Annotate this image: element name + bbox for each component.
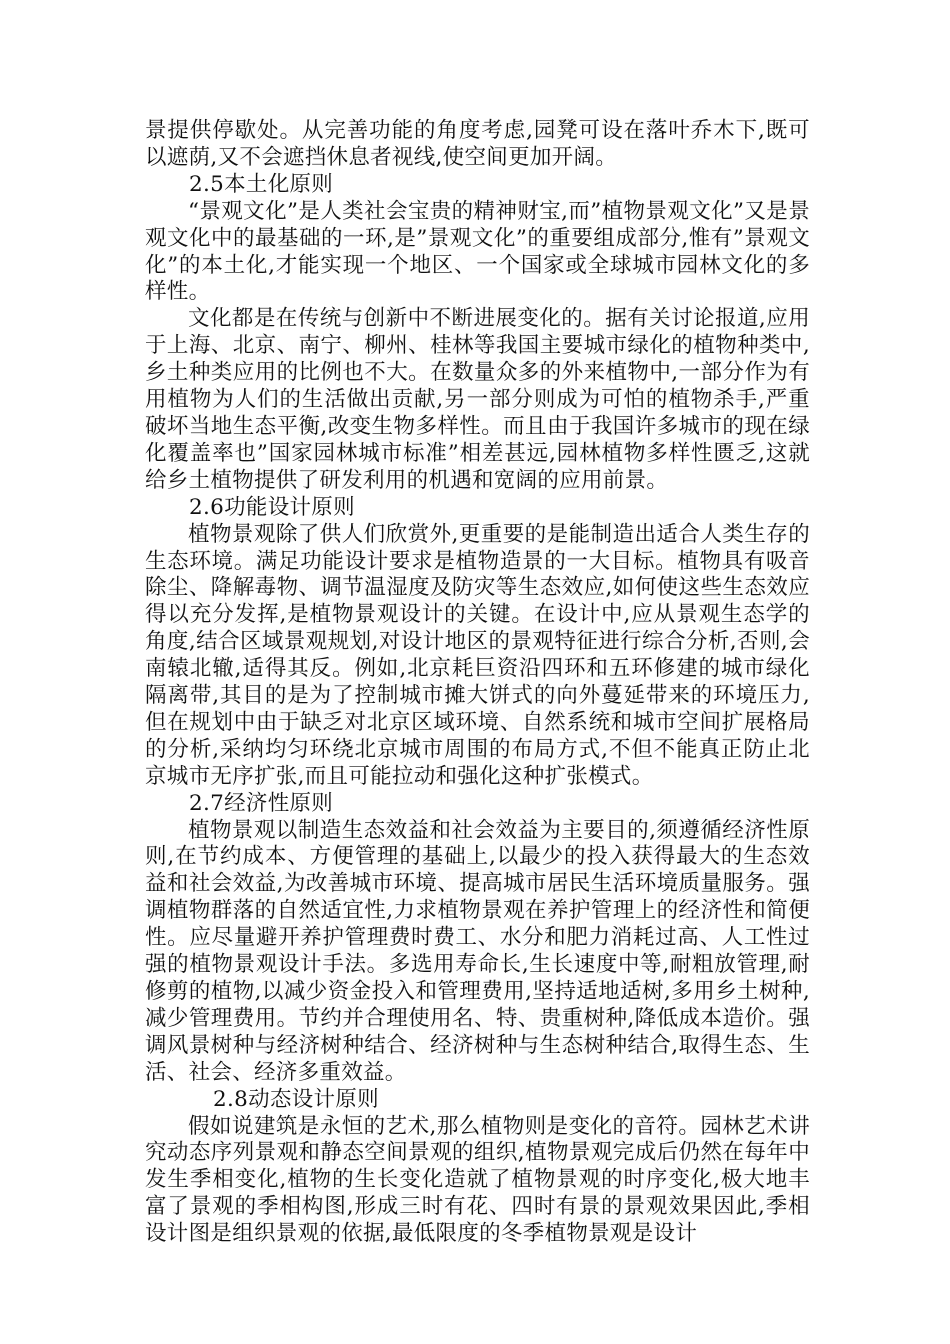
section-heading-2-7: 2.7经济性原则	[189, 790, 334, 816]
paragraph: 植物景观除了供人们欣赏外,更重要的是能制造出适合人类生存的生态环境。满足功能设计要求是植物造景的一大目标。植物具有吸音除尘、降解毒物、调节温湿度及防灾等生态效应,如何使这些生态效应得以充分发挥,是植物景观设计的关键。在设计中,应从景观生态学的角度,结合区域景观规划,对设计地区的景观特征进行综合分析,否则,会南辕北辙,适得其反。例如,北京耗巨资沿四环和五环修建的城市绿化隔离带,其目的是为了控制城市摊大饼式的向外蔓延带来的环境压力,但在规划中由于缺乏对北京区域环境、自然系统和城市空间扩展格局的分析,采纳均匀环绕北京城市周围的布局方式,不但不能真正防止北京城市无序扩张,而且可能拉动和强化这种扩张模式。	[145, 521, 810, 789]
section-heading-2-5: 2.5本土化原则	[189, 171, 334, 197]
paragraph-continued: 景提供停歇处。从完善功能的角度考虑,园凳可设在落叶乔木下,既可以遮荫,又不会遮挡休息者视线,使空间更加开阔。	[145, 118, 810, 170]
paragraph: 文化都是在传统与创新中不断进展变化的。据有关讨论报道,应用于上海、北京、南宁、柳州、桂林等我国主要城市绿化的植物种类中,乡土种类应用的比例也不大。在数量众多的外来植物中,一部分作为有用植物为人们的生活做出贡献,另一部分则成为可怕的植物杀手,严重破坏当地生态平衡,改变生物多样性。而且由于我国许多城市的现在绿化覆盖率也”国家园林城市标准”相差甚远,园林植物多样性匮乏,这就给乡土植物提供了研发利用的机遇和宽阔的应用前景。	[145, 306, 810, 493]
section-heading-2-8: 2.8动态设计原则	[213, 1086, 379, 1112]
paragraph: “景观文化”是人类社会宝贵的精神财宝,而”植物景观文化”又是景观文化中的最基础的一环,是”景观文化”的重要组成部分,惟有”景观文化”的本土化,才能实现一个地区、一个国家或全球城市园林文化的多样性。	[145, 198, 810, 305]
paragraph: 假如说建筑是永恒的艺术,那么植物则是变化的音符。园林艺术讲究动态序列景观和静态空间景观的组织,植物景观完成后仍然在每年中发生季相变化,植物的生长变化造就了植物景观的时序变化,极大地丰富了景观的季相构图,形成三时有花、四时有景的景观效果因此,季相设计图是组织景观的依据,最低限度的冬季植物景观是设计	[145, 1113, 810, 1247]
document-page	[145, 118, 810, 1248]
section-heading-2-6: 2.6功能设计原则	[189, 494, 355, 520]
paragraph: 植物景观以制造生态效益和社会效益为主要目的,须遵循经济性原则,在节约成本、方便管理的基础上,以最少的投入获得最大的生态效益和社会效益,为改善城市环境、提高城市居民生活环境质量服务。强调植物群落的自然适宜性,力求植物景观在养护管理上的经济性和简便性。应尽量避开养护管理费时费工、水分和肥力消耗过高、人工性过强的植物景观设计手法。多选用寿命长,生长速度中等,耐粗放管理,耐修剪的植物,以减少资金投入和管理费用,坚持适地适树,多用乡土树种,减少管理费用。节约并合理使用名、特、贵重树种,降低成本造价。强调风景树种与经济树种结合、经济树种与生态树种结合,取得生态、生活、社会、经济多重效益。	[145, 817, 810, 1085]
